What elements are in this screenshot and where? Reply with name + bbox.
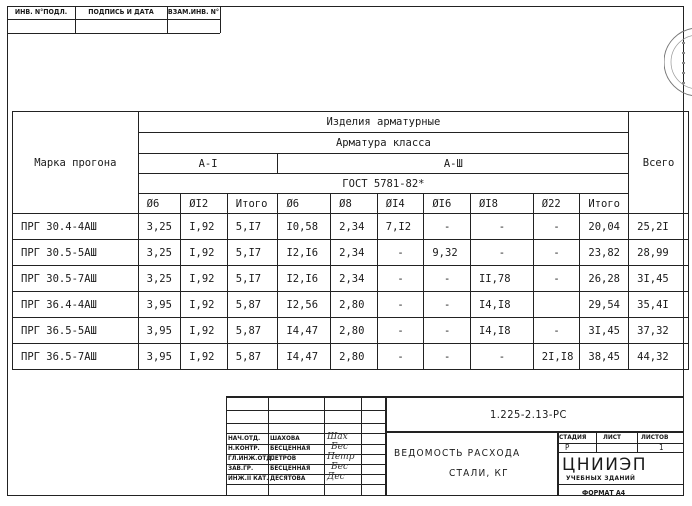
table-cell [533,292,580,318]
table-row [13,240,689,266]
table-cell: 5,87 [227,292,278,318]
sheet-label: ЛИСТ [603,433,622,441]
role-name: ШАХОВА [270,434,300,442]
header-class-1: А-I [138,154,278,174]
header-group: Изделия арматурные [138,112,629,133]
table-cell: 5,87 [227,318,278,344]
row-mark: ПРГ 30.5-5АШ [13,240,139,266]
table-cell: - [533,214,580,240]
row-mark: ПРГ 30.5-7АШ [13,266,139,292]
table-row [13,266,689,292]
table-cell: 2,34 [331,240,378,266]
table-cell: 5,I7 [227,266,278,292]
approval-stamp-strip [7,6,220,34]
row-total: 3I,45 [629,266,689,292]
header-subgroup: Арматура класса [138,133,629,154]
table-cell: - [424,344,471,370]
table-cell: - [377,266,424,292]
col-header: Ø6 [138,194,181,214]
table-cell: - [377,318,424,344]
format-label: ФОРМАТ А4 [582,489,626,497]
row-total: 37,32 [629,318,689,344]
table-cell: - [533,318,580,344]
role-title: ЗАВ.ГР. [228,464,254,472]
table-cell: - [470,240,533,266]
table-cell: I2,56 [278,292,331,318]
table-cell: - [377,344,424,370]
table-cell: 2,80 [331,292,378,318]
table-cell: I,92 [181,240,228,266]
header-mark: Марка прогона [13,112,139,214]
table-cell: I,92 [181,292,228,318]
row-mark: ПРГ 30.4-4АШ [13,214,139,240]
stamp-replace-label: ВЗАМ.ИНВ. N° [167,6,221,19]
row-total: 25,2I [629,214,689,240]
row-total: 28,99 [629,240,689,266]
org-subtitle: УЧЕБНЫХ ЗДАНИЙ [566,474,636,482]
table-cell: 3,25 [138,266,181,292]
table-row [13,292,689,318]
col-header: Итого [227,194,278,214]
table-cell: 3,95 [138,344,181,370]
table-cell: I2,I6 [278,240,331,266]
table-cell: I4,I8 [470,292,533,318]
role-title: Н.КОНТР. [228,444,260,452]
table-cell: 3,95 [138,292,181,318]
table-cell: I4,47 [278,318,331,344]
stage-value: Р [565,443,570,452]
sheets-value: 1 [659,443,664,452]
signature: Шах [327,432,348,442]
row-mark: ПРГ 36.5-5АШ [13,318,139,344]
col-header: ØI4 [377,194,424,214]
table-row [13,214,689,240]
table-cell: 3,25 [138,214,181,240]
table-cell: 3,25 [138,240,181,266]
table-row [13,318,689,344]
table-cell: 5,I7 [227,240,278,266]
sheets-label: ЛИСТОВ [641,433,669,441]
col-header: Ø6 [278,194,331,214]
role-name: БЕСЦЕННАЯ [270,444,311,452]
signature: Петр [327,452,355,462]
header-gost: ГОСТ 5781-82* [138,174,629,194]
col-header: Ø22 [533,194,580,214]
table-cell: - [377,292,424,318]
table-row [13,344,689,370]
table-cell: 3,95 [138,318,181,344]
table-cell: 2I,I8 [533,344,580,370]
stamp-signature-label: ПОДПИСЬ И ДАТА [75,6,168,19]
table-cell: 2,34 [331,266,378,292]
table-cell: - [424,318,471,344]
role-title: ГЛ.ИНЖ.ОТД. [228,454,274,462]
table-cell: 2,80 [331,318,378,344]
col-header: Итого [580,194,629,214]
table-cell: - [470,344,533,370]
table-cell: - [533,240,580,266]
role-title: НАЧ.ОТД. [228,434,261,442]
table-cell: I,92 [181,318,228,344]
row-mark: ПРГ 36.4-4АШ [13,292,139,318]
table-cell: 7,I2 [377,214,424,240]
table-cell: - [533,266,580,292]
table-cell: 2,34 [331,214,378,240]
table-cell: I,92 [181,266,228,292]
org-name: ЦНИИЭП [562,455,648,475]
col-header: ØI6 [424,194,471,214]
table-cell: 9,32 [424,240,471,266]
col-header: Ø8 [331,194,378,214]
table-cell: I2,I6 [278,266,331,292]
role-name: БЕСЦЕННАЯ [270,464,311,472]
table-cell: 29,54 [580,292,629,318]
doc-code: 1.225-2.13-РС [490,408,567,421]
table-cell: 26,28 [580,266,629,292]
table-cell: - [377,240,424,266]
header-class-3: А-Ш [278,154,629,174]
table-cell: I,92 [181,344,228,370]
table-cell: I4,47 [278,344,331,370]
doc-title-line1: ВЕДОМОСТЬ РАСХОДА [394,448,521,459]
table-cell: 23,82 [580,240,629,266]
role-title: ИНЖ.II КАТ. [228,474,269,482]
stage-label: СТАДИЯ [559,433,587,441]
table-cell: II,78 [470,266,533,292]
col-header: ØI8 [470,194,533,214]
table-cell: 20,04 [580,214,629,240]
table-cell: I,92 [181,214,228,240]
table-cell: 5,I7 [227,214,278,240]
table-cell: 2,80 [331,344,378,370]
header-total: Всего [629,112,689,214]
role-name: ПЕТРОВ [270,454,297,462]
table-cell: - [470,214,533,240]
signature: Бес [331,442,348,452]
signature: Бес [331,462,348,472]
steel-consumption-table [12,111,689,370]
stamp-inv-label: ИНВ. N°ПОДЛ. [7,6,76,19]
role-name: ДЕСЯТОВА [270,474,306,482]
table-cell: - [424,266,471,292]
col-header: ØI2 [181,194,228,214]
table-cell: 5,87 [227,344,278,370]
table-cell: - [424,292,471,318]
doc-title-line2: СТАЛИ, КГ [449,468,509,479]
table-cell: 38,45 [580,344,629,370]
table-cell: - [424,214,471,240]
row-total: 44,32 [629,344,689,370]
table-cell: I0,58 [278,214,331,240]
row-total: 35,4I [629,292,689,318]
archive-stamp [664,18,692,104]
row-mark: ПРГ 36.5-7АШ [13,344,139,370]
table-cell: 3I,45 [580,318,629,344]
signature: Дес [327,472,345,482]
table-cell: I4,I8 [470,318,533,344]
